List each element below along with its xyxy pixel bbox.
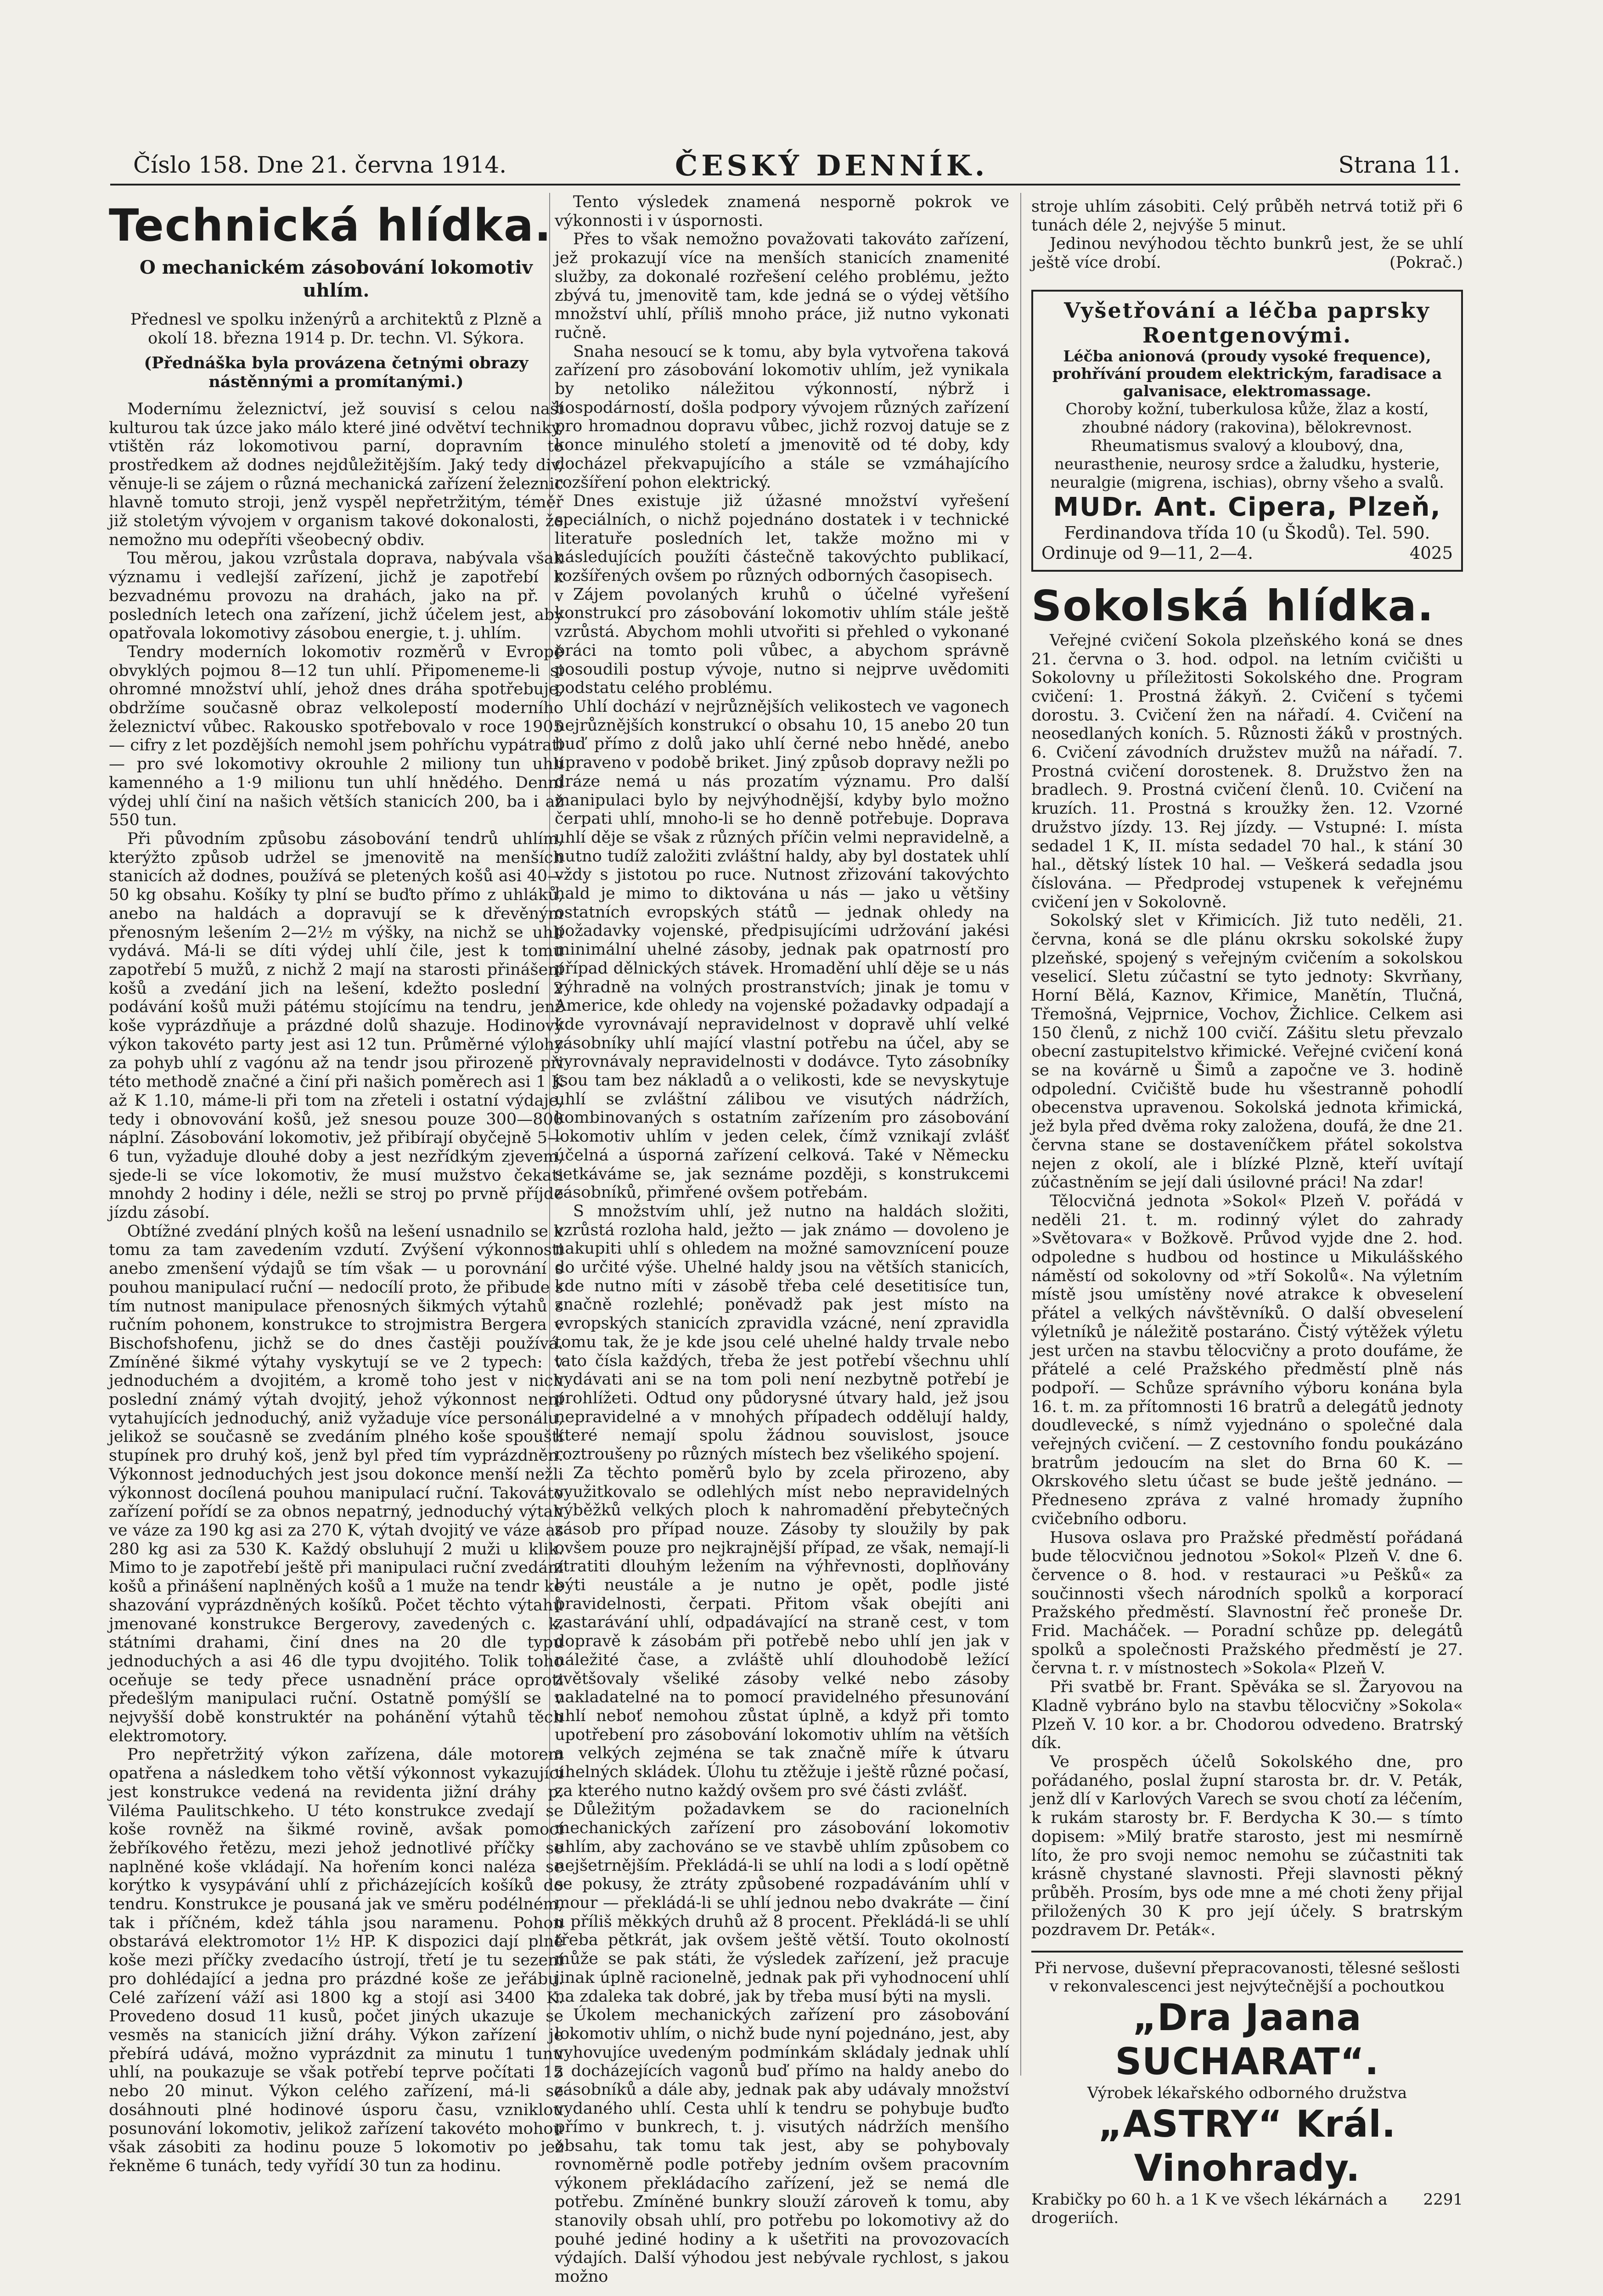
- paragraph: Snaha nesoucí se k tomu, aby byla vytvořena taková zařízení pro zásobování lokomotiv uhlím, jež vynikala by netoliko náležitou výkonností, nýbrž i hospodárností, došla podpory vývojem různých zařízení pro hromadnou dopravu vůbec, jichž rozvoj datuje se z konce minulého století a jmenovitě od té doby, kdy docházel překvapujícího a stále se vzmáhajícího rozšíření pohon elektrický.: [555, 342, 1009, 492]
- paragraph: Ve prospěch účelů Sokolského dne, pro pořádaného, poslal župní starosta br. dr. V. Peták, jenž dlí v Karlových Varech se svou chotí za léčením, k rukám starosty br. F. Berdycha K 30.— s tímto dopisem: »Milý bratře starosto, jest mi nesmírně líto, že pro svoji nemoc nemohu se zúčastniti tak krásně chystané slavnosti. Přeji slavnosti pěkný průběh. Prosím, bys ode mne a mé choti ženy přijal přiložených 30 K pro její účely. S bratrským pozdravem Dr. Peták«.: [1031, 1753, 1463, 1940]
- ad-doctor: MUDr. Ant. Cipera, Plzeň,: [1053, 492, 1441, 522]
- ad2-price-line: [1031, 2190, 1463, 2227]
- ad2-intro: Při nervose, duševní přepracovanosti, tělesné sešlosti v rekonvalescenci jest nejvýtečnější a pochoutkou: [1034, 1959, 1460, 1996]
- paragraph: Uhlí dochází v nejrůznějších velikostech ve vagonech nejrůznějších konstrukcí o obsahu 10, 15 anebo 20 tun buď přímo z dolů jako uhlí černé nebo hnědé, anebo upraveno v podobě briket. Jiný způsob dopravy nežli po dráze nemá u nás prozatím významu. Pro další manipulaci bylo by nejvýhodnější, kdyby bylo možno čerpati uhlí, mnoho-li se ho denně potřebuje. Doprava uhlí děje se však z různých příčin velmi nepravidelně, a nutno tudíž založiti zvláštní haldy, aby byl dostatek uhlí vždy s jistotou po ruce. Nutnost zřizování takovýchto hald je mimo to diktována u nás — jako u většiny ostatních evropských států — jednak ohledy na požadavky vojenské, předpisujícími udržování jakési minimální uhelné zásoby, jednak pak opatrností pro případ dělnických stávek. Hromadění uhlí děje se u nás výhradně na volných prostranstvích; jinak je tomu v Americe, kde ohledy na vojenské požadavky odpadají a kde vyrovnávají nepravidelnost v dopravě uhlí velké zásobníky uhlí mající vlastní potřebu na účel, aby se vyrovnávaly nepravidelnosti v dodávce. Tyto zásobníky jsou tam bez nákladů a o velikosti, kde se nevyskytuje uhlí se zvláštní zálibou ve visutých nádržích, kombinovaných s ostatním zařízením pro zásobování lokomotiv uhlím v jeden celek, čímž vznikají zvlášť účelná a úsporná zařízení celková. Také v Německu setkáváme se, jak seznáme později, s konstrukcemi zásobníků, přimřené ovšem potřebám.: [555, 697, 1009, 1202]
- paragraph: Zájem povolaných kruhů o účelné vyřešení konstrukcí pro zásobování lokomotiv uhlím stále ještě vzrůstá. Abychom mohli utvořiti si přehled o vykonané práci na tomto poli vůbec, a abychom správně posoudili postup vývoje, nutno si nejprve uvědomiti podstatu celého problému.: [555, 585, 1009, 698]
- header-rule: [110, 184, 1460, 186]
- paragraph: Důležitým požadavkem se do racionelních mechanických zařízení pro zásobování lokomotiv uhlím, aby zachováno se ve stavbě uhlím způsobem co nejšetrnějším. Překládá-li se uhlí na lodi a s lodí opětně se pokusy, že ztráty způsobené rozpadáváním uhlí v mour — překládá-li se uhlí jednou nebo dvakráte — činí u příliš měkkých druhů až 8 procent. Překládá-li se uhlí třeba pětkrát, jak ovšem ještě větší. Touto okolností může se pak státi, že výsledek zařízení, jež pracuje jinak úplně racionelně, jednak pak při vyhodnocení uhlí na zdaleka tak dobré, jak by třeba musí býti na mysli.: [555, 1800, 1009, 2006]
- paragraph: S množstvím uhlí, jež nutno na haldách složiti, vzrůstá rozloha hald, ježto — jak známo — dovoleno je nakupiti uhlí s ohledem na možné samovznícení pouze do určité výše. Uhelné haldy jsou na větších stanicích, kde nutno míti v zásobě třeba celé desetitisíce tun, značně rozlehlé; poněvadž pak jest místo na evropských stanicích zpravidla vzácné, není zpravidla tomu tak, že je kde jsou celé uhelné haldy trvale nebo tato čísla každých, třeba že jest potřebí všechnu uhlí vydávati ani se na tom poli není nezbytně potřebí je prohlížeti. Odtud ony půdorysné útvary hald, jež jsou nepravidelné a v mnohých případech oddělují haldy, které nemají spolu žádnou souvislost, jsouce roztroušeny po různých místech bez všelikého spojení.: [555, 1202, 1009, 1464]
- article-subtitle: O mechanickém zásobování lokomotiv uhlím.: [140, 257, 533, 301]
- paragraph: Tendry moderních lokomotiv rozměrů v Evropě obvyklých pojmou 8—12 tun uhlí. Připomeneme-li si ohromné množství uhlí, jehož dnes dráha spotřebuje, obdržíme současně obraz velkolepostí moderního železnictví vůbec. Rakousko spotřebovalo v roce 1905 — cifry z let pozdějších nemohl jsem pohříchu vypátrati — pro své lokomotivy okrouhle 2 miliony tun uhlí kamenného a 1·9 milionu tun uhlí hnědého. Denní výdej uhlí činí na našich větších stanicích 200, ba i až 550 tun.: [109, 642, 563, 830]
- continued-note: (Pokrač.): [1389, 253, 1463, 272]
- column-1: [109, 197, 563, 2176]
- paragraph: Při původním způsobu zásobování tendrů uhlím, kterýžto způsob udržel se jmenovitě na menších stanicích až dodnes, používá se pletených košů asi 40—50 kg obsahu. Košíky ty plní se buďto přímo z uhláků, anebo na haldách a dopravují se k dřevěným přenosným lešením 2—2½ m výšky, na nichž se uhlí vydává. Má-li se díti výdej uhlí čile, jest k tomu zapotřebí 5 mužů, z nichž 2 mají na starosti přinášení košů a zvedání jich na lešení, kdežto poslední 2 podávání košů muži pátému stojícímu na tendru, jenž koše vyprázdňuje a prázdné dolů shazuje. Hodinový výkon takovéto party jest asi 12 tun. Průměrné výlohy za pohyb uhlí z vagónu až na tendr jsou přirozeně při této methodě značné a činí při našich poměrech asi 1 K až K 1.10, máme-li při tom na zřeteli i ostatní výdaje, tedy i obnovování košů, jež snesou pouze 300—800 náplní. Zásobování lokomotiv, jež přibírají obyčejně 5—6 tun, vyžaduje dlouhé doby a jest nezřídkým zjevem, sjede-li se více lokomotiv, že musí mužstvo čekati mnohdy 2 hodiny i déle, nežli se stroj po prvně příjde jízdu zásobí.: [109, 829, 563, 1222]
- paragraph: Za těchto poměrů bylo by zcela přirozeno, aby využitkovalo se odlehlých míst nebo nepravidelných výběžků velkých ploch k nahromadění přebytečných zásob pro případ nouze. Zásoby ty sloužily by pak ovšem pouze pro nejkrajnější případ, ze však, nemají-li ztratiti dlouhým ležením na výhřevnosti, doplňovány býti neustále a je nutno je opět, podle jisté pravidelnosti, čerpati. Přitom však obejíti ani zastarávání uhlí, odpadávající na straně cest, v tom dopravě k zásobám při potřebě nebo uhlí jen jak v náležité čase, a zvláště uhlí dlouhodobě ležící zvětšovaly všeliké zásoby velké nebo zásoby nakladatelné na to pomocí pravidelného přesunování uhlí neboť nemohou zůstat úplně, a když při tomto upotřebení pro zásobování lokomotiv uhlím na větších a velkých zejména se tak značně míře k útvaru uhelných skládek. Úlohu tu ztěžuje i ještě různé počasí, za kterého nutno každý ovšem pro své části zvlášť.: [555, 1463, 1009, 1800]
- roentgen-advertisement: [1031, 290, 1463, 572]
- page-header: [133, 149, 1460, 193]
- paragraph: Při svatbě br. Frant. Spěváka se sl. Žaryovou na Kladně vybráno bylo na stavbu tělocvičny »Sokola« Plzeň V. 10 kor. a br. Chodorou odvedeno. Bratrský dík.: [1031, 1678, 1463, 1753]
- ad-hours: Ordinuje od 9—11, 2—4.: [1041, 543, 1254, 563]
- article-note: (Přednáška byla provázena četnými obrazy nástěnnými a promítanými.): [144, 354, 529, 392]
- paragraph: Pro nepřetržitý výkon zařízena, dále motorem opatřena a následkem toho větší výkonnost vykazující jest konstrukce vedená na revidenta jižní dráhy p. Viléma Paulitschkeho. U této konstrukce zvedají se koše rovněž na šikmé rovině, avšak pomocí žebříkového řetězu, mezi jehož jednotlivé příčky se naplněné koše vkládají. Na hořením konci naléza se korýtko k vysypávání uhlí z přicházejících košíků do tendru. Konstrukce je pousaná jak ve směru podélném, tak i příčném, kdež táhla jsou naramenu. Pohon obstarává elektromotor 1½ HP. K dispozici dají plné koše mezi příčky zvedacího ústrojí, třetí je tu sezení pro dohlédající a jedna pro prázdné koše ze jeřábu. Celé zařízení váží asi 1800 kg a stojí asi 3400 K. Provedeno dosud 11 kusů, počet jiných ukazuje se vesměs na stanicích jižní dráhy. Výkon zařízení je přebírá udává, možno vyprázdnit za minutu 1 tunu uhlí, na poukazuje se však potřebí teprve počítati 15 nebo 20 minut. Výkon celého zařízení, má-li se dosáhnouti plné hodinové úsporu času, vzniklou posunování lokomotiv, jelikož zařízení takovéto mohou však zásobiti za hodinu pouze 5 lokomotiv po jež řekněme 6 tunách, tedy vyřídí 30 tun za hodinu.: [109, 1745, 563, 2175]
- paragraph: Tělocvičná jednota »Sokol« Plzeň V. pořádá v neděli 21. t. m. rodinný výlet do zahrady »Světovara« v Božkově. Průvod vyjde dne 2. hod. odpoledne s hudbou od hostince u Mikulášského náměstí od sokolovny od »tří Sokolů«. Na výletním místě jsou umístěny nové atrakce k obveselení přátel a velkých návštěvníků. O další obveselení výletníků je náležitě postaráno. Čistý výtěžek výletu jest určen na stavbu tělocvičny a proto doufáme, že přátelé a celé Pražského předměstí plně nás podpoří. — Schůze správního výboru konána byla 16. t. m. za přítomnosti 16 bratrů a delegátů jednoty doudlevecké, s nímž vyjednáno o společné dala veřejných cvičení. — Z cestovního fondu poukázáno bratrům jedoucím na slet do Brna 60 K. — Okrskového sletu účast se bude ještě jednáno. — Předneseno zpráva z valné hromady župního cvičebního odboru.: [1031, 1192, 1463, 1528]
- sokol-title: Sokolská hlídka.: [1031, 581, 1434, 630]
- ad-address: Ferdinandova třída 10 (u Škodů). Tel. 590.: [1064, 523, 1430, 543]
- article-title: Technická hlídka.: [109, 200, 552, 251]
- masthead: ČESKÝ DENNÍK.: [675, 149, 989, 182]
- ad2-maker: „ASTRY“ Král. Vinohrady.: [1098, 2103, 1396, 2190]
- ad-title: Vyšetřování a léčba paprsky Roentgenovými.: [1064, 298, 1430, 348]
- paragraph: Modernímu železnictví, jež souvisí s celou naší kulturou tak úzce jako málo které jiné odvětví techniky, vtištěn ráz lokomotivou parní, dopravním to prostředkem až dodnes nejdůležitějším. Jaký tedy div, věnuje-li se zájem o různá mechanická zařízení železnic hlavně tomuto stroji, jenž vyspěl nepřetržitým, téměř již stoletým vývojem v organism takové dokonalosti, že nemožno mu odepříti všeobecný obdiv.: [109, 400, 563, 549]
- paragraph: [1031, 235, 1463, 272]
- sucharat-advertisement: [1031, 1951, 1463, 2227]
- paragraph: Tento výsledek znamená nesporně pokrok ve výkonnosti i v úspornosti.: [555, 193, 1009, 230]
- column-3: [1031, 197, 1463, 2227]
- paragraph: stroje uhlím zásobiti. Celý průběh netrvá totiž při 6 tunách déle 2, nejvýše 5 minut.: [1031, 197, 1463, 235]
- paragraph: Přes to však nemožno považovati takováto zařízení, jež prokazují více na menších stanicích znamenité služby, za dokonalé rozřešení celého problému, ježto zbývá tu, jmenovitě tam, kde jedná se o výdej většího množství uhlí, příliš mnoho práce, již nutno vykonati ručně.: [555, 230, 1009, 342]
- ad2-code: 2291: [1423, 2190, 1463, 2209]
- ad2-maker-line: Výrobek lékařského odborného družstva: [1087, 2084, 1407, 2103]
- ad-code: 4025: [1409, 543, 1453, 563]
- page-number: Strana 11.: [1338, 152, 1460, 178]
- issue-info: Číslo 158. Dne 21. června 1914.: [133, 152, 507, 178]
- paragraph: Úkolem mechanických zařízení pro zásobování lokomotiv uhlím, o nichž bude nyní pojednáno, jest, aby vyhovujíce uvedeným podmínkám skládaly jednak uhlí z docházejících vagonů buď přímo na haldy anebo do zásobníků a dále aby, jednak pak aby udávaly množství vydaného uhlí. Cesta uhlí k tendru se pohybuje buďto přímo v bunkrech, t. j. visutých nádržích menšího obsahu, tak tomu tak jest, aby se pohybovaly rovnoměrně podle potřeby jedním ovšem pracovním výkonem překládacího zařízení, jež se nemá dle potřebu. Zmíněné bunkry slouží zároveň k tomu, aby stanovily obsah uhlí, pro potřebu po lokomotivy až do pouhé jediné hodiny a k ušetřiti na provozovacích výdajích. Další výhodou jest nebývale rychlost, s jakou možno: [555, 2006, 1009, 2286]
- article-byline: Přednesl ve spolku inženýrů a architektů z Plzně a okolí 18. března 1914 p. Dr. techn. Vl. Sýkora.: [130, 310, 542, 348]
- paragraph: Husova oslava pro Pražské předměstí pořádaná bude tělocvičnou jednotou »Sokol« Plzeň V. dne 6. července o 8. hod. v restauraci »u Pešků« za součinnosti všech národních spolků a korporací Pražského předměstí. Slavnostní řeč proneše Dr. Frid. Macháček. — Poradní schůze pp. delegátů spolků a společnosti Pražského předměstí je 27. června t. r. v místnostech »Sokola« Plzeň V.: [1031, 1528, 1463, 1678]
- column-divider: [1020, 193, 1021, 2076]
- ad-services: Léčba anionová (proudy vysoké frequence), prohřívání proudem elektrickým, faradisace a galvanisace, elektromassage.: [1052, 347, 1442, 400]
- ad2-price: Krabičky po 60 h. a 1 K ve všech lékárnách a drogeriích.: [1031, 2190, 1388, 2228]
- paragraph: Obtížné zvedání plných košů na lešení usnadnilo se k tomu za tam zavedením vzdutí. Zvýšení výkonnosti anebo zmenšení výdajů se tím však — u porovnání s pouhou manipulací ruční — nedocílí proto, že přibude s tím nutnost manipulace přenosných šikmých výtahů s ručním pohonem, konstrukce to strojmistra Bergera v Bischofshofenu, jichž se do dnes častěji používá. Zmíněné šikmé výtahy vyskytují se ve 2 typech: v jednoduchém a dvojitém, a kromě toho jest v nich poslední známý výtah dvojitý, jehož výkonnost není vytahujících jednoduchý, aniž vyžaduje více personálu, jelikož se současně se zvedáním plného koše spouští stupínek pro druhý koš, jenž byl před tím vyprázdněn. Výkonnost jednoduchých jest jsou dokonce menší nežli výkonnost docílená pouhou manipulací ruční. Takováto zařízení pořídí se za obnos nepatrný, jednoduchý výtah ve váze za 190 kg asi za 270 K, výtah dvojitý ve váze as 280 kg asi za 530 K. Každý obsluhují 2 muži u klik. Mimo to je zapotřebí ještě při manipulaci ruční zvedání košů a přinášení naplněných košů a 1 muže na tendr ke shazování vyprázdněných košíků. Počet těchto výtahů jmenované konstrukce Bergerovy, zavedených c. k. státními drahami, činí dnes na 20 dle typu jednoduchých a asi 46 dle typu dvojitého. Tolik toho oceňuje se tedy přece usnadnění práce oproti předešlým manipulaci ruční. Ostatně pomýšlí se v nejvyšší době konstruktér na pohánění výtahů těch elektromotory.: [109, 1222, 563, 1745]
- paragraph: Dnes existuje již úžasné množství vyřešení speciálních, o nichž pojednáno dostatek i v technické literatuře posledních let, takže možno mi v následujících použíti částečně takovýchto publikací, rozšířených ovšem po různých odborných časopisech.: [555, 492, 1009, 585]
- paragraph-text: Jedinou nevýhodou těchto bunkrů jest, že se uhlí ještě více drobí.: [1031, 235, 1463, 272]
- column-2: [555, 193, 1009, 2286]
- paragraph: Veřejné cvičení Sokola plzeňského koná se dnes 21. června o 3. hod. odpol. na letním cvičišti u Sokolovny u příležitosti Sokolského dne. Program cvičení: 1. Prostná žákyň. 2. Cvičení s tyčemi dorostu. 3. Cvičení žen na nářadí. 4. Cvičení na neosedlaných koních. 5. Různosti žáků v prostných. 6. Cvičení závodních družstev mužů na nářadí. 7. Prostná cvičení dorostenek. 8. Družstvo žen na bradlech. 9. Prostná cvičení členů. 10. Cvičení na kruzích. 11. Prostná s kroužky žen. 12. Vzorné družstvo jízdy. 13. Rej jízdy. — Vstupné: I. místa sedadel 1 K, II. místa sedadel 70 hal., k stání 30 hal., dětský lístek 10 hal. — Veškerá sedadla jsou číslována. — Předprodej vstupenek k veřejnému cvičení jen v Sokolovně.: [1031, 631, 1463, 912]
- ad2-product: „Dra Jaana SUCHARAT“.: [1115, 1996, 1379, 2083]
- ad-hours-line: [1041, 543, 1453, 563]
- paragraph: Tou měrou, jakou vzrůstala doprava, nabývala však významu i vedlejší zařízení, jichž je zapotřebí k bezvadnému provozu na drahách, jako na př. v posledních letech ona zařízení, jichž účelem jest, aby opatřovala lokomotivy zásobou energie, t. j. uhlím.: [109, 549, 563, 643]
- paragraph: Sokolský slet v Křimicích. Již tuto neděli, 21. června, koná se dle plánu okrsku sokolské župy plzeňské, spojený s veřejným cvičením a sokolskou veselicí. Sletu zúčastní se tyto jednoty: Skvrňany, Horní Bělá, Kaznov, Křimice, Manětín, Tlučná, Třemošná, Vejprnice, Vochov, Žichlice. Celkem asi 150 členů, z nichž 100 cvičí. Zášitu sletu převzalo obecní zastupitelstvo křimické. Veřejné cvičení koná se na kovárně u Šimů a započne ve 3. hodině odpolední. Cvičiště bude hu všestranně pohodlí obecenstva upravenou. Sokolská jednota křimická, jež byla před dvěma roky založena, doufá, že dne 21. června stane se dostaveníčkem přátel sokolstva nejen z okolí, ale i blízké Plzně, kteří uvítají zúčastněním se její dali úsilovné práci! Na zdar!: [1031, 912, 1463, 1192]
- ad-conditions: Choroby kožní, tuberkulosa kůže, žlaz a kostí, zhoubné nádory (rakovina), bělokrevnost. Rheumatismus svalový a kloubový, dna, neurasthenie, neurosy srdce a žaludku, hysterie, neuralgie (migrena, ischias), obrny všeho a svalů.: [1050, 400, 1444, 492]
- sokol-section: [1031, 581, 1463, 1940]
